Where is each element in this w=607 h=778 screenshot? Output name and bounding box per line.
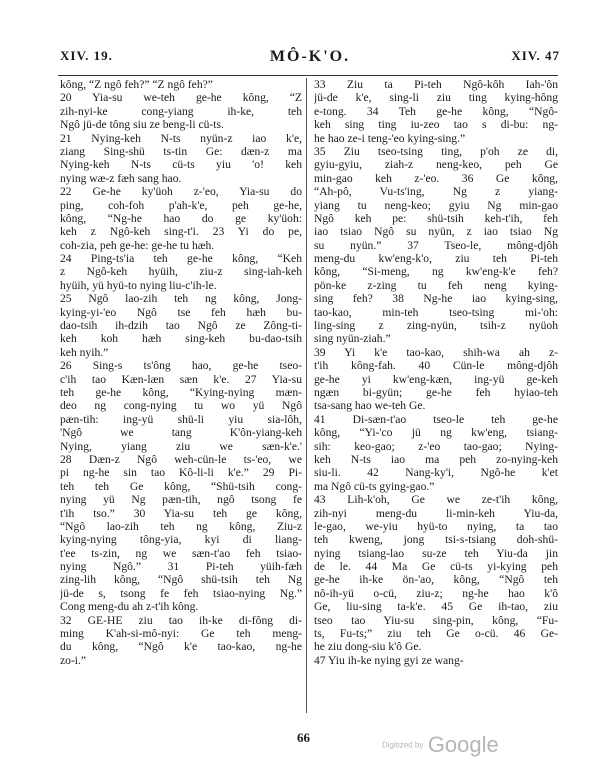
text-line: meng-du kw'eng-k'o, ziu teh Pi-teh bbox=[314, 252, 558, 266]
text-line: 41 Di-sæn-t'ao tseo-le teh ge-he bbox=[314, 412, 558, 426]
text-line: t'ih tso.” 30 Yia-su teh ge kông, bbox=[60, 506, 302, 520]
text-line: kông, “Z ngô feh?” “Z ngô feh?” bbox=[60, 78, 213, 91]
text-line: ma Ngô cü-ts gying-gao.” bbox=[314, 479, 435, 493]
text-line: yiang tu neng-keo; gyiu Ng min-gao bbox=[314, 198, 558, 212]
text-line: he ziu dong-siu k'ô Ge. bbox=[314, 640, 422, 654]
text-line: 24 Ping-ts'ia teh ge-he kông, “Keh bbox=[60, 252, 302, 266]
header-title: MÔ-K'O. bbox=[269, 48, 351, 65]
text-line: Ge, liu-sing ta-k'e. 45 Ge ih-tao, ziu bbox=[314, 600, 558, 614]
text-line: min-gao keh z-'eo. 36 Ge kông, bbox=[314, 171, 558, 185]
text-line: ping, coh-foh p'ah-k'e, peh ge-he, bbox=[60, 198, 302, 212]
header-right-ref: XIV. 47 bbox=[511, 48, 560, 63]
text-line: iao tsiao Ngô su nyün, z iao tsiao Ng bbox=[314, 225, 558, 239]
text-line: nying wæ-z fæh sang hao. bbox=[60, 171, 182, 185]
text-line: nying Ngô.” 31 Pi-teh yüih-fæh bbox=[60, 560, 302, 574]
text-line: ming K'ah-si-mô-nyi: Ge teh meng- bbox=[60, 627, 302, 641]
text-line: gyiu-gyiu, ziah-z neng-keo, peh Ge bbox=[314, 158, 558, 172]
text-line: 35 Ziu tseo-tsing ting, p'oh ze di, bbox=[314, 144, 558, 158]
text-line: su nyün.” 37 Tseo-le, mông-djôh bbox=[314, 238, 558, 252]
text-line: hyüih, yü hyü-to nying liu-c'ih-le. bbox=[60, 278, 217, 292]
column-divider bbox=[306, 78, 307, 713]
text-line: t'ee ts-zin, ng we sæn-t'ao feh tsiao- bbox=[60, 546, 302, 560]
text-line: 47 Yiu ih-ke nying gyi ze wang- bbox=[314, 653, 464, 667]
text-line: tseo tao Yiu-su sing-pin, kông, “Fu- bbox=[314, 613, 558, 627]
text-line: ge-he yi kw'eng-kæn, ing-yü ge-keh bbox=[314, 372, 558, 386]
text-line: nô-ih-yü o-cü, ziu-z; ng-he hao k'ô bbox=[314, 586, 558, 600]
text-line: kông, “Yi-'co jü ng kw'eng, tsiang- bbox=[314, 426, 558, 440]
text-line: zing-lih kông, “Ngô shü-tsih teh Ng bbox=[60, 573, 302, 587]
text-line: du kông, “Ngô k'e tao-kao, ng-he bbox=[60, 640, 302, 654]
text-line: teh kweng, jong tsi-s-tsiang doh-shü- bbox=[314, 533, 558, 547]
text-line: Nying-keh N-ts cü-ts yiu 'o! keh bbox=[60, 158, 302, 172]
text-line: sing nyün-ziah.” bbox=[314, 332, 391, 346]
text-line: ge-he ih-ke ön-'ao, kông, “Ngô teh bbox=[314, 573, 558, 587]
text-line: z Ngô-keh hyüih, ziu-z sing-iah-keh bbox=[60, 265, 302, 279]
right-text-column bbox=[314, 78, 558, 667]
digitized-by-text: Digitized by bbox=[382, 740, 424, 750]
text-line: tao-kao, min-teh tseo-tsing mi-'oh: bbox=[314, 305, 558, 319]
text-line: pön-ke z-zing tu feh neng kying- bbox=[314, 278, 558, 292]
header-left-ref: XIV. 19. bbox=[60, 48, 113, 63]
text-line: kying-yi-'eo Ngô tse feh hæh bu- bbox=[60, 305, 302, 319]
text-line: ts, Fu-ts;” ziu teh Ge o-cü. 46 Ge- bbox=[314, 627, 558, 641]
text-line: siu-li. 42 Nang-ky'i, Ngô-he k'et bbox=[314, 466, 558, 480]
text-line: Ngô jü-de tông siu ze beng-li cü-ts. bbox=[60, 118, 224, 132]
text-line: de le. 44 Ma Ge cü-ts yi-kying peh bbox=[314, 560, 558, 574]
text-line: coh-zia, peh ge-he: ge-he tu hæh. bbox=[60, 238, 215, 252]
text-line: tsa-sang hao we-teh Ge. bbox=[314, 399, 426, 413]
text-line: ling-sing z zing-nyün, tsih-z nyüoh bbox=[314, 319, 558, 333]
text-line: 20 Yia-su we-teh ge-he kông, “Z bbox=[60, 91, 302, 105]
text-line: zo-i.” bbox=[60, 653, 87, 667]
running-header bbox=[60, 48, 560, 70]
text-line: dao-tsih ih-dzih tao Ngô ze Zông-ti- bbox=[60, 319, 302, 333]
text-line: he hao ze-i teng-'eo kying-sing.” bbox=[314, 131, 466, 145]
text-line: pi ng-he sin tao Kô-li-li k'e.” 29 Pi- bbox=[60, 466, 302, 480]
text-line: c'ih tao Kæn-læn sæn k'e. 27 Yia-su bbox=[60, 372, 302, 386]
text-line: Cong meng-du ah z-t'ih kông. bbox=[60, 600, 199, 614]
text-line: Nying, yiang ziu we sæn-k'e.' bbox=[60, 439, 302, 453]
digitized-watermark bbox=[382, 732, 499, 758]
text-line: 33 Ziu ta Pi-teh Ngô-kôh Iah-'ôn bbox=[314, 78, 558, 91]
text-line: 22 Ge-he ky'üoh z-'eo, Yia-su do bbox=[60, 185, 302, 199]
text-line: jü-de k'e, sing-li ziu ting kying-hông bbox=[314, 91, 558, 105]
text-line: kông, “Ng-he hao do ge ky'üoh: bbox=[60, 211, 302, 225]
text-line: nying yü Ng pæn-tih, ngô tsong fe bbox=[60, 493, 302, 507]
text-line: zih-nyi meng-du li-min-keh Yiu-da, bbox=[314, 506, 558, 520]
text-line: 'Ngô we tang K'ôn-yiang-keh bbox=[60, 426, 302, 440]
text-line: le-gao, we-yiu hyü-to nying, ta tao bbox=[314, 519, 558, 533]
text-line: kying-nying tông-yia, kyi di liang- bbox=[60, 533, 302, 547]
text-line: 25 Ngô lao-zih teh ng kông, Jong- bbox=[60, 292, 302, 306]
text-line: nying tsiang-lao su-ze teh Yiu-da jin bbox=[314, 546, 558, 560]
header-rule bbox=[58, 75, 558, 76]
text-line: keh koh hæh sing-keh bu-dao-tsih bbox=[60, 332, 302, 346]
text-line: keh sing ting iu-zeo tao s di-bu: ng- bbox=[314, 118, 558, 132]
text-line: jü-de s, tsong fe feh tsiao-nying Ng.” bbox=[60, 586, 302, 600]
text-line: t'ih kông-fah. 40 Cün-le mông-djôh bbox=[314, 359, 558, 373]
text-line: Ngô keh pe: shü-tsih keh-t'ih, feh bbox=[314, 211, 558, 225]
text-line: “Ah-pô, Vu-ts'ing, Ng z yiang- bbox=[314, 185, 558, 199]
text-line: 26 Sing-s ts'ông hao, ge-he tseo- bbox=[60, 359, 302, 373]
text-line: e-tong. 34 Teh ge-he kông, “Ngô- bbox=[314, 104, 558, 118]
text-line: pæn-tih: ing-yü shü-li yiu sia-lôh, bbox=[60, 412, 302, 426]
text-line: teh ge-he kông, “Kying-nying mæn- bbox=[60, 385, 302, 399]
text-line: kông, “Si-meng, ng kw'eng-k'e feh? bbox=[314, 265, 558, 279]
text-line: 39 Yi k'e tao-kao, shih-wa ah z- bbox=[314, 345, 558, 359]
text-line: ziang Sing-shü ts-tin Ge: dæn-z ma bbox=[60, 144, 302, 158]
text-line: keh z Ngô-keh sing-t'i. 23 Yi do pe, bbox=[60, 225, 302, 239]
left-text-column bbox=[60, 78, 302, 667]
text-line: sih: keo-gao; z-'eo tao-gao; Nying- bbox=[314, 439, 558, 453]
text-line: sing feh? 38 Ng-he iao kying-sing, bbox=[314, 292, 558, 306]
text-line: zih-nyi-ke cong-yiang ih-ke, teh bbox=[60, 104, 302, 118]
text-line: ngæn bi-gyün; ge-he feh hyiao-teh bbox=[314, 385, 558, 399]
text-line: deo ng cong-nying tu wo yü Ngô bbox=[60, 399, 302, 413]
page-number: 66 bbox=[297, 730, 310, 745]
text-line: 32 GE-HE ziu tao ih-ke di-fông di- bbox=[60, 613, 302, 627]
text-line: 28 Dæn-z Ngô weh-cün-le ts-'eo, we bbox=[60, 452, 302, 466]
text-line: 43 Lih-k'oh, Ge we ze-t'ih kông, bbox=[314, 493, 558, 507]
text-line: keh N-ts iao ma peh zo-nying-keh bbox=[314, 452, 558, 466]
text-line: “Ngô lao-zih teh ng kông, Ziu-z bbox=[60, 519, 302, 533]
text-line: teh teh Ge kông, “Shü-tsih cong- bbox=[60, 479, 302, 493]
text-line: 21 Nying-keh N-ts nyün-z iao k'e, bbox=[60, 131, 302, 145]
text-line: keh nyih.” bbox=[60, 345, 109, 359]
google-logo-text: Google bbox=[427, 732, 499, 757]
